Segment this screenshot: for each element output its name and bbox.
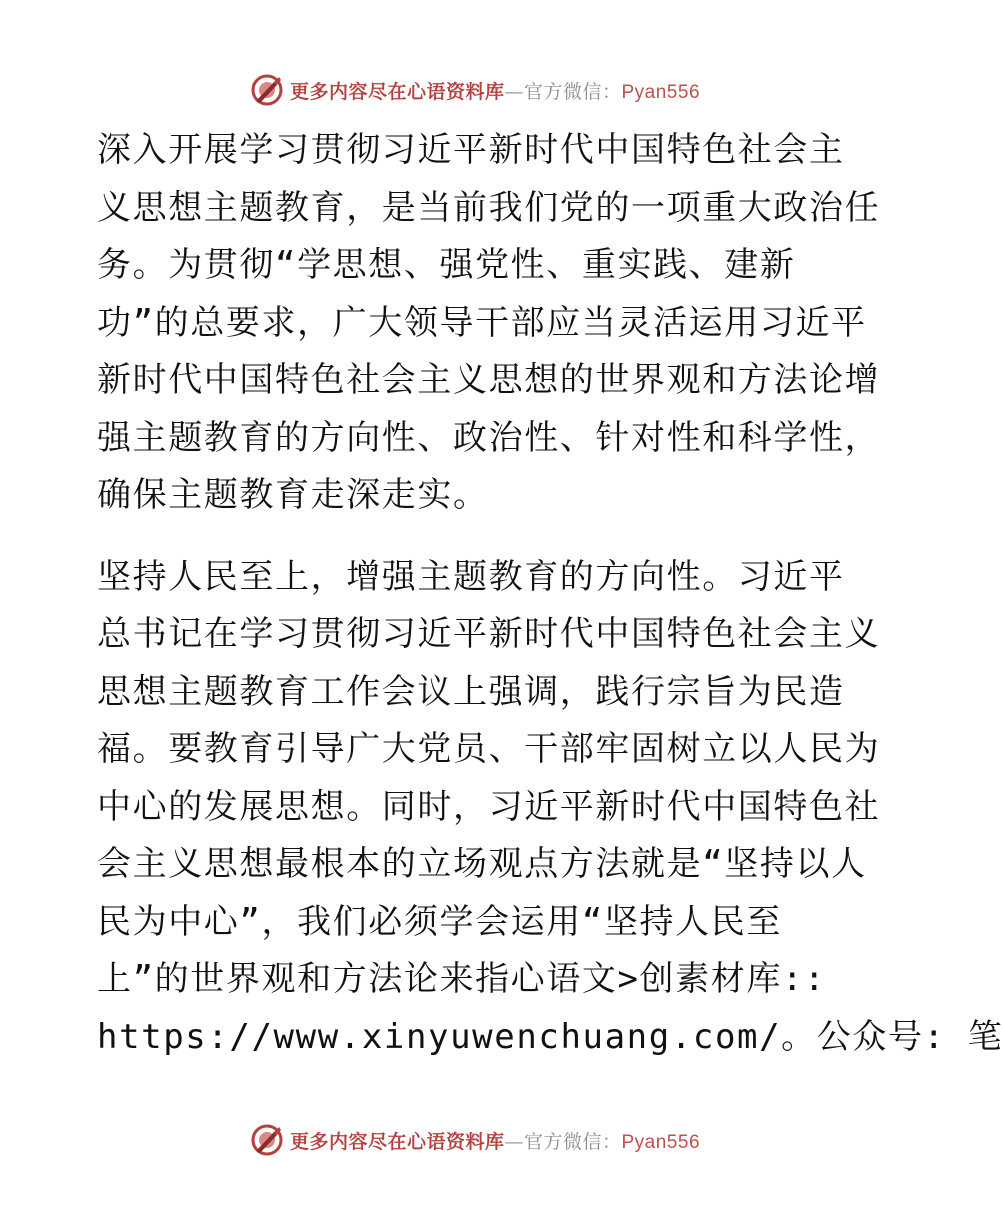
paragraph-1	[97, 122, 881, 525]
watermark-site: 更多内容尽在心语资料库	[289, 80, 505, 103]
text-line: 总书记在学习贯彻习近平新时代中国特色社会主义	[97, 614, 881, 654]
watermark-wechat-id: Pyan556	[621, 1131, 701, 1153]
text-line: 确保主题教育走深走实。	[97, 475, 489, 515]
text-line: 坚持人民至上，增强主题教育的方向性。习近平	[97, 556, 845, 597]
watermark-text	[290, 77, 700, 104]
footer-watermark	[0, 1120, 950, 1160]
watermark-separator: —	[504, 1130, 524, 1153]
text-line: 福。要教育引导广大党员、干部牢固树立以人民为	[97, 729, 881, 769]
header-watermark	[0, 70, 950, 110]
paragraph-2	[97, 549, 1003, 1067]
text-line: 强主题教育的方向性、政治性、针对性和科学性，	[97, 417, 881, 458]
document-body	[97, 122, 1003, 1090]
text-line: 民为中心”，我们必须学会运用“坚持人民至	[97, 901, 782, 942]
watermark-wechat-label: 官方微信：	[523, 1130, 622, 1153]
text-line: 功”的总要求，广大领导干部应当灵活运用习近平	[97, 302, 867, 343]
text-line: 新时代中国特色社会主义思想的世界观和方法论增	[97, 360, 881, 400]
text-line: 上”的世界观和方法论来指心语文>创素材库::	[97, 959, 827, 999]
text-line: https://www.xinyuwenchuang.com/。公众号: 笔	[97, 1016, 1003, 1057]
watermark-text	[290, 1127, 700, 1154]
logo-icon	[250, 1123, 284, 1157]
text-line: 深入开展学习贯彻习近平新时代中国特色社会主	[97, 130, 845, 170]
watermark-separator: —	[504, 80, 524, 103]
text-line: 中心的发展思想。同时，习近平新时代中国特色社	[97, 786, 881, 827]
text-line: 会主义思想最根本的立场观点方法就是“坚持以人	[97, 844, 867, 884]
text-line: 义思想主题教育，是当前我们党的一项重大政治任	[97, 187, 881, 228]
logo-icon	[250, 73, 284, 107]
watermark-wechat-id: Pyan556	[621, 81, 701, 103]
text-line: 思想主题教育工作会议上强调，践行宗旨为民造	[97, 671, 845, 712]
watermark-site: 更多内容尽在心语资料库	[289, 1130, 505, 1153]
watermark-wechat-label: 官方微信：	[523, 80, 622, 103]
text-line: 务。为贯彻“学思想、强党性、重实践、建新	[97, 245, 796, 285]
